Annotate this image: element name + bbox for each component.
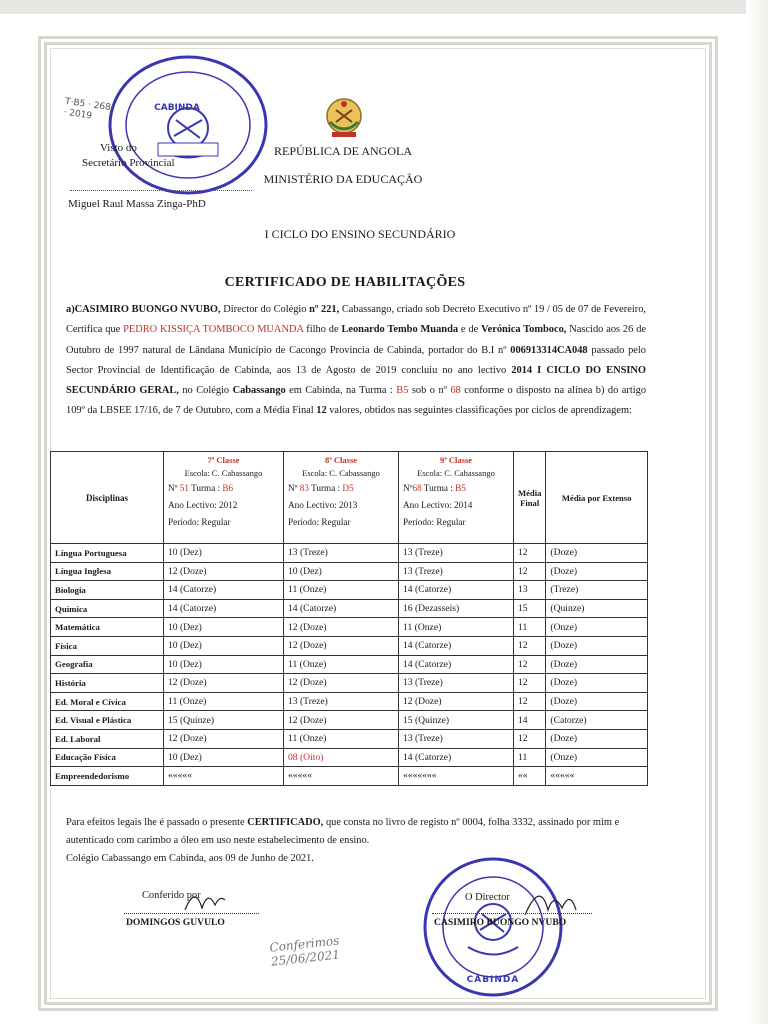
class-turma: D5 — [342, 483, 354, 493]
footer-place-date: Colégio Cabassango em Cabinda, aos 09 de Junho de 2021. — [66, 853, 314, 864]
media-final-cell: 12 — [514, 729, 546, 748]
body-text: filho de — [303, 324, 342, 336]
signature-scribble-icon — [180, 880, 230, 920]
discipline-cell: História — [51, 674, 164, 693]
class-turma-label: Turma : — [188, 483, 223, 493]
grade-9-cell: 15 (Quinze) — [399, 711, 514, 730]
republic-title: REPÚBLICA DE ANGOLA — [273, 144, 412, 158]
director-signatory: CASIMIRO BUONGO NVUBO — [434, 917, 567, 928]
grade-7-cell: 12 (Doze) — [164, 674, 284, 693]
bi-number: 006913314CA048 — [510, 344, 588, 356]
provincial-stamp-icon — [100, 50, 270, 200]
father-name: Leonardo Tembo Muanda — [341, 324, 459, 336]
media-extenso-cell: (Onze) — [546, 618, 648, 637]
visto-signature-line — [70, 190, 252, 191]
grade-8-cell: 11 (Onze) — [284, 729, 399, 748]
grade-9-cell: 13 (Treze) — [399, 674, 514, 693]
media-extenso-cell: (Doze) — [546, 544, 648, 563]
grade-8-cell: 13 (Treze) — [284, 544, 399, 563]
class-no: 83 — [299, 483, 309, 493]
discipline-cell: Ed. Moral e Cívica — [51, 692, 164, 711]
class-label: 8ª Classe — [324, 455, 358, 465]
college-number: nº 221, — [309, 304, 340, 315]
media-final-cell: 12 — [514, 562, 546, 581]
media-extenso-cell: (Doze) — [546, 692, 648, 711]
cycle-name: I CICLO DO ENSINO SECUNDÁRIO GERAL, — [66, 364, 646, 397]
footer-certificado: CERTIFICADO, — [247, 817, 324, 828]
media-extenso-cell: (Doze) — [546, 655, 648, 674]
media-extenso-cell: (Doze) — [546, 674, 648, 693]
scan-shadow — [746, 0, 768, 1024]
table-row — [51, 692, 648, 711]
body-text: Cabassango, criado sob Decreto Executivo nº 19 / 05 de 07 de Fevereiro, Certifica que — [66, 304, 646, 336]
discipline-cell: Geografia — [51, 655, 164, 674]
discipline-cell: Língua Inglesa — [51, 562, 164, 581]
discipline-cell: Física — [51, 636, 164, 655]
table-row — [51, 544, 648, 563]
grade-8-cell: 08 (Oito) — [284, 748, 399, 767]
class-turma-label: Turma : — [308, 483, 343, 493]
body-text: e de — [458, 324, 482, 336]
grade-7-cell: ««««« — [164, 767, 284, 786]
class-school: Escola: C. Cabassango — [417, 468, 495, 478]
grade-9-cell: 13 (Treze) — [399, 562, 514, 581]
class-no: 68 — [412, 483, 422, 493]
body-text: sob o nº — [408, 385, 451, 397]
media-final-cell: 14 — [514, 711, 546, 730]
discipline-cell: Química — [51, 599, 164, 618]
table-row — [51, 729, 648, 748]
table-row — [51, 581, 648, 600]
class-period: Período: Regular — [288, 516, 351, 527]
header-media-extenso: Média por Extenso — [546, 452, 648, 544]
grade-9-cell: 16 (Dezasseis) — [399, 599, 514, 618]
grade-9-cell: 14 (Catorze) — [399, 581, 514, 600]
class-turma: B5 — [455, 483, 466, 493]
class-turma-label: Turma : — [421, 483, 456, 493]
grade-7-cell: 15 (Quinze) — [164, 711, 284, 730]
table-row — [51, 674, 648, 693]
visto-signatory: Miguel Raul Massa Zinga-PhD — [68, 198, 206, 210]
grade-8-cell: 12 (Doze) — [284, 711, 399, 730]
discipline-cell: Ed. Visual e Plástica — [51, 711, 164, 730]
cycle-title: I CICLO DO ENSINO SECUNDÁRIO — [264, 227, 456, 241]
media-extenso-cell: (Doze) — [546, 729, 648, 748]
grade-7-cell: 12 (Doze) — [164, 562, 284, 581]
grade-7-cell: 10 (Dez) — [164, 636, 284, 655]
class-school: Escola: C. Cabassango — [302, 468, 380, 478]
class-period: Período: Regular — [168, 516, 231, 527]
class-period: Período: Regular — [403, 516, 466, 527]
grade-7-cell: 10 (Dez) — [164, 655, 284, 674]
turma-value: B5 — [396, 385, 409, 397]
grade-8-cell: 12 (Doze) — [284, 636, 399, 655]
media-final-value: 12 — [316, 405, 327, 417]
media-final-cell: 12 — [514, 544, 546, 563]
header-class-8 — [284, 452, 399, 544]
media-final-cell: 12 — [514, 692, 546, 711]
college-stamp-city: CABINDA — [466, 975, 520, 985]
footer-text: Para efeitos legais lhe é passado o presente — [66, 817, 248, 828]
header-disciplinas: Disciplinas — [51, 452, 164, 544]
table-row — [51, 711, 648, 730]
grade-8-cell: 14 (Catorze) — [284, 599, 399, 618]
right-signature-line — [432, 913, 592, 914]
discipline-cell: Matemática — [51, 618, 164, 637]
discipline-cell: Educação Física — [51, 748, 164, 767]
grade-9-cell: 12 (Doze) — [399, 692, 514, 711]
grade-9-cell: 14 (Catorze) — [399, 748, 514, 767]
discipline-cell: Língua Portuguesa — [51, 544, 164, 563]
class-year: Ano Lectivo: 2013 — [288, 499, 358, 510]
footer-text: que consta no livro de registo nº 0004, folha 3332, assinado por mim e autenticado com carimbo a óleo em uso neste estabelecimento de ensino. — [66, 817, 620, 846]
header-class-7 — [164, 452, 284, 544]
media-final-cell: 11 — [514, 618, 546, 637]
media-final-cell: 12 — [514, 636, 546, 655]
grade-7-cell: 12 (Doze) — [164, 729, 284, 748]
class-year: Ano Lectivo: 2014 — [403, 499, 473, 510]
media-extenso-cell: ««««« — [546, 767, 648, 786]
table-header-row — [51, 452, 648, 544]
body-text: no Colégio — [178, 385, 233, 397]
certificate-title: CERTIFICADO DE HABILITAÇÕES — [224, 275, 466, 290]
grade-8-cell: ««««« — [284, 767, 399, 786]
table-row — [51, 767, 648, 786]
body-text: valores, obtidos nas seguintes classificações por ciclos de aprendizagem: — [326, 405, 632, 417]
class-no: 51 — [179, 483, 189, 493]
table-row — [51, 618, 648, 637]
grade-7-cell: 14 (Catorze) — [164, 599, 284, 618]
school-year: 2014 — [511, 364, 533, 376]
footer-statement — [66, 814, 648, 850]
angola-emblem-icon — [320, 96, 368, 140]
grade-9-cell: 13 (Treze) — [399, 729, 514, 748]
mother-name: Verónica Tomboco, — [481, 324, 567, 336]
media-extenso-cell: (Onze) — [546, 748, 648, 767]
certificate-body — [66, 300, 646, 422]
grade-7-cell: 14 (Catorze) — [164, 581, 284, 600]
college-name: Cabassango — [232, 385, 286, 397]
media-final-cell: «« — [514, 767, 546, 786]
grade-7-cell: 10 (Dez) — [164, 618, 284, 637]
grade-9-cell: 13 (Treze) — [399, 544, 514, 563]
body-text: Nascido aos 26 de Outubro de 1997 natural de Lândana Município de Cacongo Província de Cabinda, portador do B.I nº — [66, 324, 647, 356]
media-final-cell: 15 — [514, 599, 546, 618]
numero-value: 68 — [450, 385, 461, 397]
body-text: em Cabinda, na Turma : — [285, 385, 397, 397]
media-final-cell: 13 — [514, 581, 546, 600]
grades-table — [50, 451, 648, 786]
class-no-label: Nº — [288, 483, 300, 493]
class-label: 9ª Classe — [439, 455, 473, 465]
grade-8-cell: 13 (Treze) — [284, 692, 399, 711]
director-label: O Director — [465, 892, 510, 903]
visto-label: Visto do — [100, 142, 137, 154]
class-school: Escola: C. Cabassango — [184, 468, 263, 478]
left-signatory: DOMINGOS GUVULO — [126, 917, 225, 928]
class-year: Ano Lectivo: 2012 — [168, 499, 238, 510]
class-no-label: Nº — [403, 483, 413, 493]
visto-secretary: Secretário Provincial — [82, 157, 175, 169]
grade-8-cell: 12 (Doze) — [284, 674, 399, 693]
director-name: a)CASIMIRO BUONGO NVUBO, — [66, 304, 221, 315]
class-turma: B6 — [222, 483, 234, 493]
table-row — [51, 748, 648, 767]
provincial-stamp-city: CABINDA — [154, 103, 200, 113]
table-row — [51, 599, 648, 618]
grade-7-cell: 10 (Dez) — [164, 544, 284, 563]
header-class-9 — [399, 452, 514, 544]
discipline-cell: Ed. Laboral — [51, 729, 164, 748]
grade-7-cell: 10 (Dez) — [164, 748, 284, 767]
grade-8-cell: 12 (Doze) — [284, 618, 399, 637]
media-extenso-cell: (Doze) — [546, 636, 648, 655]
media-final-cell: 12 — [514, 674, 546, 693]
grade-9-cell: ««««««« — [399, 767, 514, 786]
table-row — [51, 655, 648, 674]
media-extenso-cell: (Quinze) — [546, 599, 648, 618]
grade-8-cell: 11 (Onze) — [284, 655, 399, 674]
grade-8-cell: 11 (Onze) — [284, 581, 399, 600]
table-row — [51, 636, 648, 655]
body-text: passado pelo Sector Provincial de Identificação de Cabinda, aos 13 de Agosto de 2019 concluiu no ano lectivo — [66, 344, 647, 376]
grade-9-cell: 14 (Catorze) — [399, 655, 514, 674]
grade-8-cell: 10 (Dez) — [284, 562, 399, 581]
body-text: conforme o disposto na alínea b) do artigo 109º da LBSEE 17/16, de 7 de Outubro, com a Média Final — [66, 385, 647, 417]
left-signature-line — [124, 913, 259, 914]
media-extenso-cell: (Treze) — [546, 581, 648, 600]
conferido-label: Conferido por — [142, 890, 201, 901]
media-final-cell: 12 — [514, 655, 546, 674]
grade-7-cell: 11 (Onze) — [164, 692, 284, 711]
discipline-cell: Biologia — [51, 581, 164, 600]
media-final-cell: 11 — [514, 748, 546, 767]
class-no-label: Nº — [168, 483, 180, 493]
ministry-title: MINISTÉRIO DA EDUCAÇÃO — [263, 172, 423, 186]
media-extenso-cell: (Catorze) — [546, 711, 648, 730]
media-extenso-cell: (Doze) — [546, 562, 648, 581]
grade-9-cell: 14 (Catorze) — [399, 636, 514, 655]
handwritten-note: T·B5 · 268 · 2019 — [62, 96, 112, 122]
class-label: 7ª Classe — [207, 455, 240, 465]
grade-9-cell: 11 (Onze) — [399, 618, 514, 637]
body-text: Director do Colégio — [220, 304, 310, 315]
discipline-cell: Empreendedorismo — [51, 767, 164, 786]
student-name: PEDRO KISSIÇA TOMBOCO MUANDA — [123, 324, 304, 336]
handwritten-verification: Conferimos 25/06/2021 — [268, 933, 341, 969]
table-row — [51, 562, 648, 581]
header-media-final: Média Final — [514, 452, 546, 544]
